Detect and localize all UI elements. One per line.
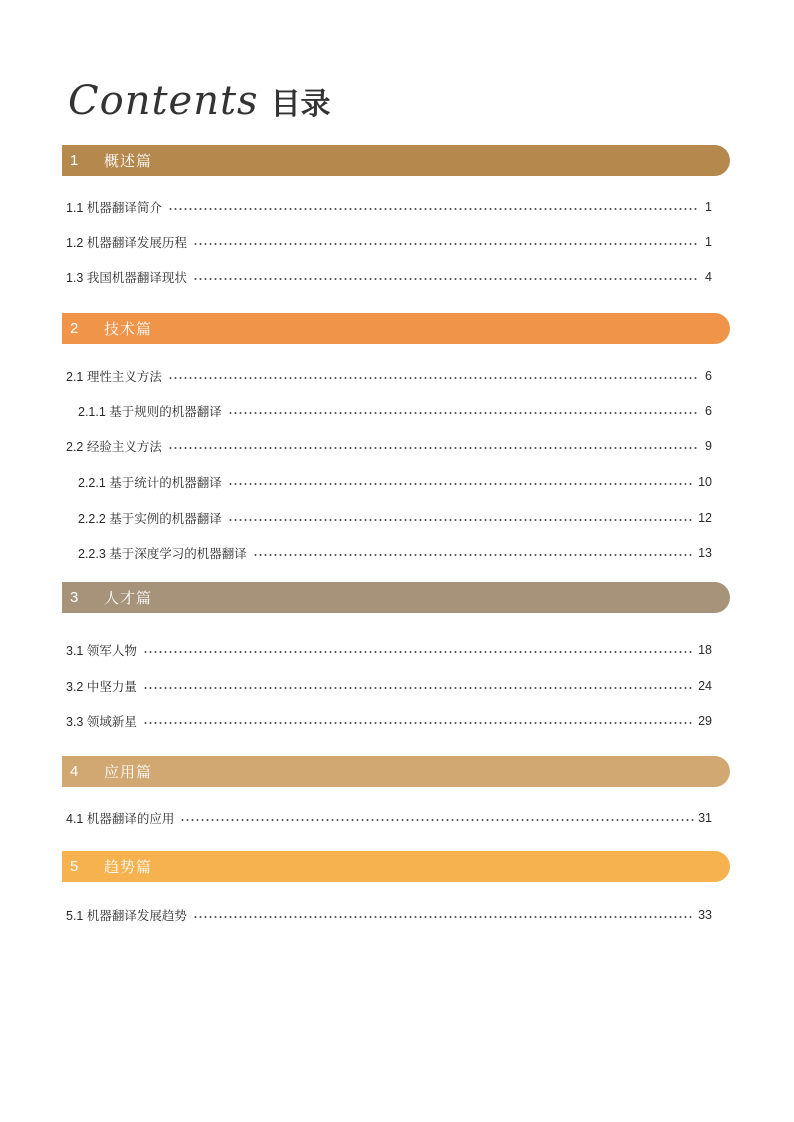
toc-entry-3-1[interactable] [66,640,712,660]
section-name: 人才篇 [104,590,153,607]
leader-dots [193,243,698,245]
toc-entry-page: 31 [698,811,712,825]
toc-entry-label: 5.1 机器翻译发展趋势 [66,909,187,923]
section-name: 应用篇 [104,764,153,781]
title-english: Contents [68,78,259,124]
toc-entry-label: 2.2 经验主义方法 [66,440,162,454]
section-number: 4 [70,763,79,780]
toc-entry-5-1[interactable] [66,905,712,925]
toc-entry-label: 3.3 领域新星 [66,715,137,729]
toc-entry-page: 9 [705,439,712,453]
leader-dots [168,377,698,379]
toc-entry-page: 24 [698,679,712,693]
toc-entry-1-1[interactable] [66,197,712,217]
section-number: 2 [70,320,79,337]
toc-entry-3-2[interactable] [66,676,712,696]
section-number: 1 [70,152,79,169]
section-header-2[interactable] [62,313,730,344]
section-header-1[interactable] [62,145,730,176]
section-number: 5 [70,858,79,875]
toc-entry-2-2-1[interactable] [78,472,712,492]
toc-entry-page: 1 [705,235,712,249]
title-chinese: 目录 [270,87,331,122]
leader-dots [143,722,694,724]
toc-entry-1-2[interactable] [66,232,712,252]
section-header-4[interactable] [62,756,730,787]
toc-entry-2-2[interactable] [66,436,712,456]
toc-entry-label: 3.1 领军人物 [66,644,137,658]
toc-entry-3-3[interactable] [66,711,712,731]
toc-entry-page: 6 [705,369,712,383]
leader-dots [193,278,698,280]
toc-entry-1-3[interactable] [66,267,712,287]
toc-entry-page: 29 [698,714,712,728]
section-name: 趋势篇 [104,859,153,876]
toc-entry-label: 3.2 中坚力量 [66,680,137,694]
toc-entry-label: 2.1 理性主义方法 [66,370,162,384]
leader-dots [253,554,694,556]
toc-entry-label: 2.2.3 基于深度学习的机器翻译 [78,547,247,561]
toc-entry-label: 1.2 机器翻译发展历程 [66,236,187,250]
section-header-5[interactable] [62,851,730,882]
section-number: 3 [70,589,79,606]
toc-entry-label: 1.3 我国机器翻译现状 [66,271,187,285]
toc-entry-page: 33 [698,908,712,922]
toc-entry-page: 4 [705,270,712,284]
leader-dots [228,412,698,414]
toc-entry-page: 1 [705,200,712,214]
leader-dots [193,916,694,918]
toc-entry-label: 4.1 机器翻译的应用 [66,812,175,826]
toc-entry-2-1-1[interactable] [78,401,712,421]
leader-dots [180,819,694,821]
toc-entry-label: 2.2.1 基于统计的机器翻译 [78,476,222,490]
section-name: 技术篇 [104,321,153,338]
toc-entry-label: 1.1 机器翻译简介 [66,201,162,215]
toc-entry-page: 12 [698,511,712,525]
toc-entry-page: 18 [698,643,712,657]
contents-title [68,78,331,124]
leader-dots [168,447,698,449]
leader-dots [143,651,694,653]
toc-entry-page: 13 [698,546,712,560]
leader-dots [228,483,694,485]
toc-entry-2-2-3[interactable] [78,543,712,563]
toc-entry-page: 6 [705,404,712,418]
toc-entry-2-2-2[interactable] [78,508,712,528]
leader-dots [168,208,698,210]
leader-dots [143,687,694,689]
toc-entry-label: 2.2.2 基于实例的机器翻译 [78,512,222,526]
toc-entry-page: 10 [698,475,712,489]
section-name: 概述篇 [104,153,153,170]
leader-dots [228,519,694,521]
toc-entry-label: 2.1.1 基于规则的机器翻译 [78,405,222,419]
toc-entry-2-1[interactable] [66,366,712,386]
toc-entry-4-1[interactable] [66,808,712,828]
section-header-3[interactable] [62,582,730,613]
